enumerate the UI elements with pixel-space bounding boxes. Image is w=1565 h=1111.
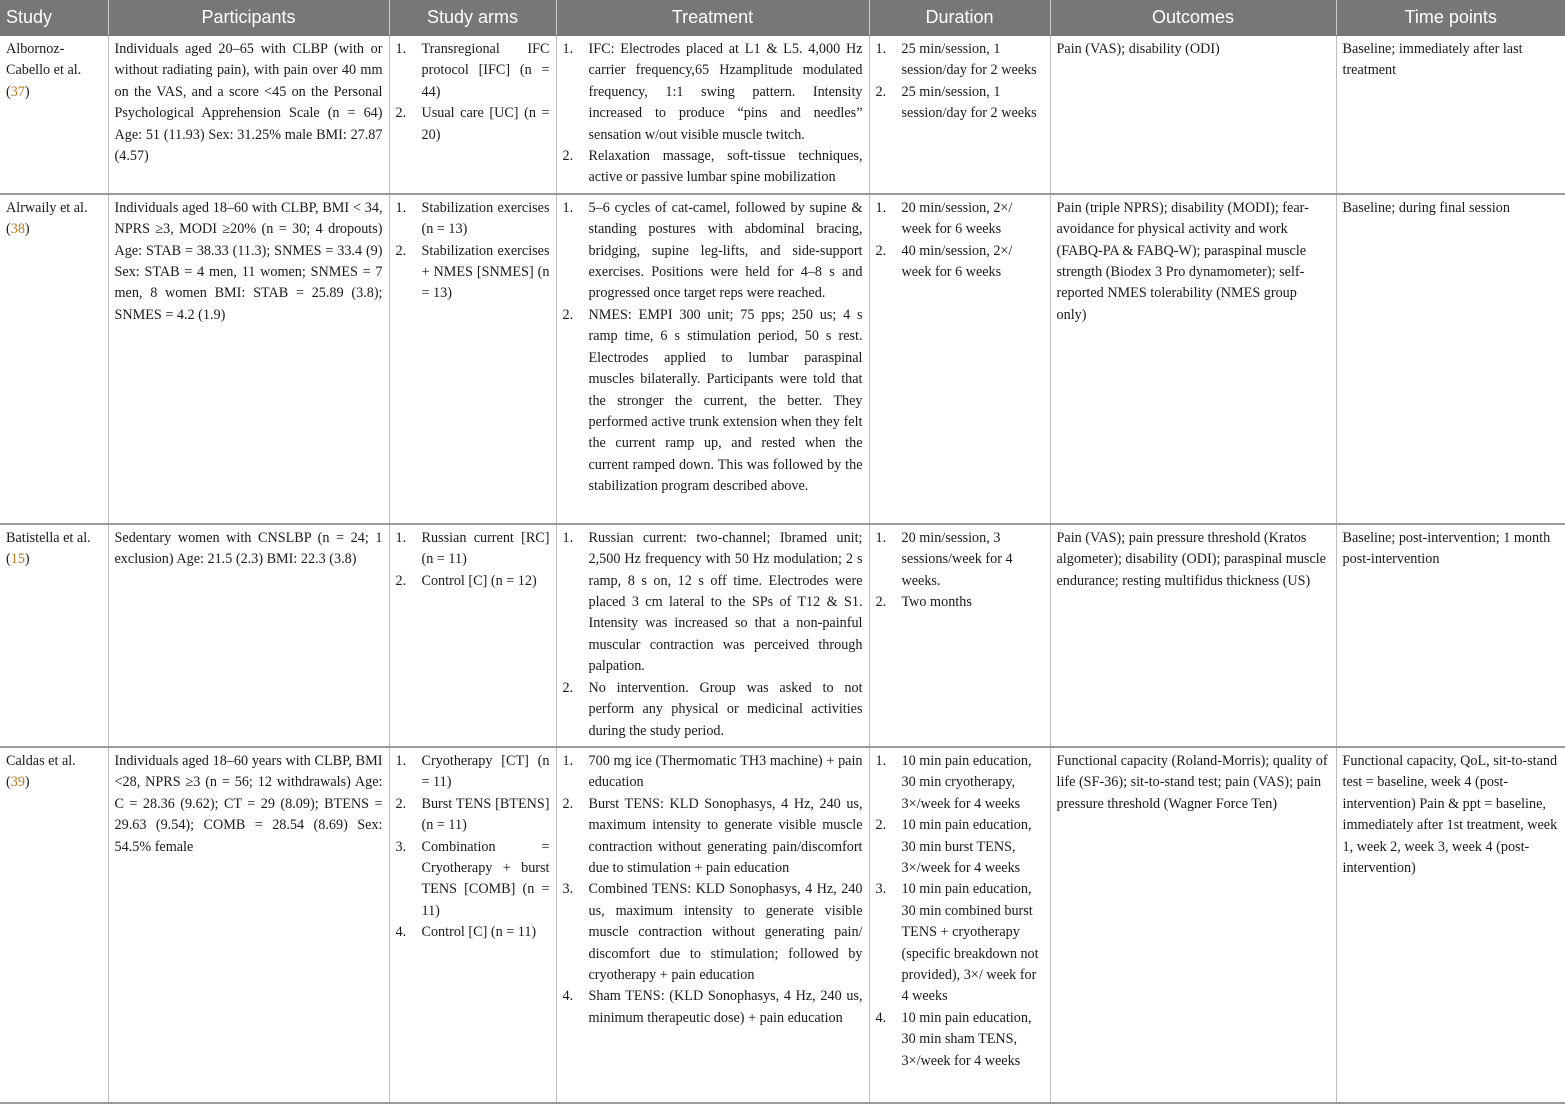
treatment-item: [563, 794, 863, 880]
duration-item: [876, 1008, 1044, 1072]
study-name: Batistella et al.: [6, 529, 91, 546]
study-arm-list: [396, 198, 550, 305]
list-number: 1.: [875, 529, 887, 546]
study-arm-item: [396, 922, 550, 943]
duration-text: 20 min/session, 3 sessions/week for 4 weeks.: [901, 529, 1013, 589]
study-arm-item: [396, 571, 550, 592]
reference-link[interactable]: 38: [10, 221, 25, 238]
list-number: 2.: [395, 105, 407, 122]
header-participants: Participants: [108, 0, 389, 36]
treatment-item: [563, 751, 863, 794]
study-arm-item: [396, 103, 550, 146]
cell-time-points: Baseline; post-intervention; 1 month post-intervention: [1336, 524, 1565, 747]
list-number: 2.: [875, 242, 887, 259]
cell-participants: Individuals aged 18–60 years with CLBP, BMI <28, NPRS ≥3 (n = 56; 12 withdrawals) Age: C = 28.36 (9.62); CT = 29 (8.09); BTENS = 29.63 (9.54); COMB = 28.54 (8.69) Sex: 54.5% female: [108, 747, 389, 1103]
list-number: 2.: [875, 817, 887, 834]
cell-outcomes: Functional capacity (Roland-Morris); quality of life (SF-36); sit-to-stand test; pain (VAS); pain pressure threshold (Wagner Force Ten): [1050, 747, 1336, 1103]
treatment-text: Combined TENS: KLD Sonophasys, 4 Hz, 240 us, maximum intensity to generate visible muscle contraction without generating pain/ discomfort due to stimulation; followed by cryotherapy + pain education: [588, 881, 863, 983]
treatment-item: [563, 39, 863, 146]
table-row: [0, 747, 1565, 1103]
study-arm-item: [396, 751, 550, 794]
reference-link[interactable]: 39: [10, 774, 25, 791]
study-arm-text: Transregional IFC protocol [IFC] (n = 44): [421, 41, 550, 100]
list-number: 1.: [875, 199, 887, 216]
cell-time-points: Baseline; during final session: [1336, 194, 1565, 524]
study-name: Albornoz-Cabello et al.: [6, 41, 82, 79]
list-number: 1.: [562, 199, 574, 216]
treatment-list: [563, 528, 863, 742]
table-row: [0, 524, 1565, 747]
cell-treatment: [556, 194, 869, 524]
list-number: 3.: [395, 838, 407, 855]
treatment-list: [563, 751, 863, 1029]
cell-outcomes: Pain (triple NPRS); disability (MODI); fear-avoidance for physical activity and work (FABQ-PA & FABQ-W); paraspinal muscle strength (Biodex 3 Pro dynamometer); self-reported NMES tolerability (NMES group only): [1050, 194, 1336, 524]
study-arm-text: Russian current [RC] (n = 11): [421, 529, 550, 568]
study-arm-text: Control [C] (n = 11): [421, 924, 537, 941]
header-duration: Duration: [869, 0, 1050, 36]
treatment-item: [563, 198, 863, 305]
duration-text: 20 min/session, 2×/ week for 6 weeks: [901, 199, 1013, 238]
treatment-item: [563, 986, 863, 1029]
treatment-text: Sham TENS: (KLD Sonophasys, 4 Hz, 240 us, minimum therapeutic dose) + pain education: [588, 988, 863, 1026]
cell-study-arms: [389, 747, 556, 1103]
table-row: [0, 36, 1565, 194]
list-number: 2.: [562, 679, 574, 696]
duration-text: 10 min pain education, 30 min combined burst TENS + cryotherapy (specific breakdown not provided), 3×/ week for 4 weeks: [901, 881, 1039, 1005]
duration-item: [876, 528, 1044, 592]
cell-study: Batistella et al. (15): [0, 524, 108, 747]
cell-duration: [869, 747, 1050, 1103]
cell-participants: Sedentary women with CNSLBP (n = 24; 1 exclusion) Age: 21.5 (2.3) BMI: 22.3 (3.8): [108, 524, 389, 747]
list-number: 1.: [875, 41, 887, 57]
treatment-list: [563, 198, 863, 498]
study-arm-list: [396, 528, 550, 592]
treatment-text: Relaxation massage, soft-tissue techniques, active or passive lumbar spine mobilization: [588, 148, 863, 186]
duration-text: 25 min/session, 1 session/day for 2 weeks: [901, 83, 1037, 122]
table-row: [0, 194, 1565, 524]
duration-item: [876, 241, 1044, 284]
list-number: 4.: [395, 924, 407, 941]
treatment-item: [563, 146, 863, 189]
cell-treatment: [556, 36, 869, 194]
duration-item: [876, 751, 1044, 815]
list-number: 2.: [562, 306, 574, 323]
cell-study-arms: [389, 524, 556, 747]
duration-text: 10 min pain education, 30 min cryotherapy, 3×/week for 4 weeks: [901, 752, 1032, 812]
study-arm-item: [396, 837, 550, 923]
cell-study: Alrwaily et al. (38): [0, 194, 108, 524]
cell-outcomes: Pain (VAS); disability (ODI): [1050, 36, 1336, 194]
treatment-text: 5–6 cycles of cat-camel, followed by supine & standing postures with abdominal bracing, bridging, supine leg-lifts, and side-support exercises. Positions were held for 4–8 s and progressed once target reps were reached.: [588, 199, 863, 302]
study-arm-item: [396, 794, 550, 837]
study-name: Alrwaily et al.: [6, 199, 88, 216]
treatment-text: Russian current: two-channel; Ibramed unit; 2,500 Hz frequency with 50 Hz modulation; 2 s ramp, 8 s on, 12 s off time. Electrodes were placed 3 cm lateral to the SPs of T12 & S1. Intensity was increased so that a non-painful muscular contraction was perceived through palpation.: [588, 529, 863, 675]
list-number: 1.: [562, 529, 574, 546]
list-number: 2.: [875, 594, 887, 611]
cell-outcomes: Pain (VAS); pain pressure threshold (Kratos algometer); disability (ODI); paraspinal muscle endurance; resting multifidus thickness (US): [1050, 524, 1336, 747]
cell-treatment: [556, 524, 869, 747]
list-number: 1.: [562, 752, 574, 769]
cell-study-arms: [389, 36, 556, 194]
cell-study-arms: [389, 194, 556, 524]
duration-list: [876, 39, 1044, 125]
list-number: 1.: [875, 752, 887, 769]
cell-time-points: Functional capacity, QoL, sit-to-stand test = baseline, week 4 (post-intervention) Pain & ppt = baseline, immediately after 1st treatment, week 1, week 2, week 3, week 4 (post-intervention): [1336, 747, 1565, 1103]
list-number: 2.: [562, 148, 574, 165]
duration-text: 25 min/session, 1 session/day for 2 weeks: [901, 41, 1037, 79]
treatment-item: [563, 305, 863, 498]
list-number: 1.: [395, 199, 407, 216]
cell-time-points: Baseline; immediately after last treatment: [1336, 36, 1565, 194]
reference-link[interactable]: 15: [10, 551, 25, 568]
study-arm-text: Usual care [UC] (n = 20): [421, 105, 550, 143]
list-number: 4.: [562, 988, 574, 1005]
list-number: 2.: [562, 795, 574, 812]
study-arm-text: Burst TENS [BTENS] (n = 11): [421, 795, 550, 834]
cell-participants: Individuals aged 18–60 with CLBP, BMI < 34, NPRS ≥3, MODI ≥20% (n = 30; 4 dropouts) Age: STAB = 38.33 (11.3); SNMES = 33.4 (9) Sex: STAB = 4 men, 11 women; SNMES = 7 men, 8 women BMI: STAB = 25.89 (3.8); SNMES = 4.2 (1.9): [108, 194, 389, 524]
reference-link[interactable]: 37: [10, 83, 25, 100]
study-arm-text: Control [C] (n = 12): [421, 572, 537, 589]
list-number: 1.: [395, 41, 407, 57]
list-number: 1.: [395, 752, 407, 769]
study-arm-list: [396, 751, 550, 944]
treatment-text: IFC: Electrodes placed at L1 & L5. 4,000 Hz carrier frequency,65 Hzamplitude modulated frequency, 1:1 swing pattern. Intensity increased to produce “pins and needles” sensation w/out visible muscle twitch.: [588, 41, 863, 143]
duration-item: [876, 879, 1044, 1007]
treatment-text: Burst TENS: KLD Sonophasys, 4 Hz, 240 us, maximum intensity to generate visible muscle contraction without generating pain/discomfort due to stimulation + pain education: [588, 795, 863, 876]
treatment-item: [563, 678, 863, 742]
list-number: 2.: [395, 795, 407, 812]
duration-text: Two months: [901, 594, 972, 611]
list-number: 2.: [875, 83, 887, 100]
duration-text: 10 min pain education, 30 min sham TENS, 3×/week for 4 weeks: [901, 1009, 1032, 1069]
list-number: 4.: [875, 1009, 887, 1026]
study-arm-text: Cryotherapy [CT] (n = 11): [421, 752, 550, 791]
cell-study: Albornoz-Cabello et al. (37): [0, 36, 108, 194]
header-time-points: Time points: [1336, 0, 1565, 36]
list-number: 2.: [395, 242, 407, 259]
duration-list: [876, 528, 1044, 614]
treatment-list: [563, 39, 863, 189]
header-outcomes: Outcomes: [1050, 0, 1336, 36]
header-row: [0, 0, 1565, 36]
duration-list: [876, 198, 1044, 284]
cell-duration: [869, 194, 1050, 524]
study-arm-list: [396, 39, 550, 146]
header-treatment: Treatment: [556, 0, 869, 36]
cell-treatment: [556, 747, 869, 1103]
study-name: Caldas et al.: [6, 752, 76, 769]
duration-item: [876, 82, 1044, 125]
cell-participants: Individuals aged 20–65 with CLBP (with or without radiating pain), with pain over 40 mm on the VAS, and a score <45 on the Personal Psychological Apprehension Scale (n = 64) Age: 51 (11.93) Sex: 31.25% male BMI: 27.87 (4.57): [108, 36, 389, 194]
treatment-text: No intervention. Group was asked to not perform any physical or medicinal activities during the study period.: [588, 679, 863, 739]
duration-item: [876, 815, 1044, 879]
study-arm-item: [396, 241, 550, 305]
duration-item: [876, 39, 1044, 82]
list-number: 2.: [395, 572, 407, 589]
study-arm-text: Stabilization exercises + NMES [SNMES] (n = 13): [421, 242, 550, 302]
duration-text: 10 min pain education, 30 min burst TENS, 3×/week for 4 weeks: [901, 817, 1032, 876]
list-number: 1.: [395, 529, 407, 546]
list-number: 3.: [562, 881, 574, 898]
treatment-text: NMES: EMPI 300 unit; 75 pps; 250 us; 4 s ramp time, 6 s stimulation period, 50 s rest. Electrodes applied to lumbar paraspinal muscles bilaterally. Participants were told that the stronger the current, the better. They performed active trunk extension when they felt the current ramp up, and rested when the current ramped down. This was followed by the stabilization program described above.: [588, 306, 863, 495]
treatment-item: [563, 879, 863, 986]
duration-item: [876, 198, 1044, 241]
study-arm-text: Stabilization exercises (n = 13): [421, 199, 550, 238]
cell-study: Caldas et al. (39): [0, 747, 108, 1103]
study-arm-item: [396, 198, 550, 241]
list-number: 1.: [562, 41, 574, 57]
duration-item: [876, 592, 1044, 613]
treatment-item: [563, 528, 863, 678]
header-study: Study: [0, 0, 108, 36]
header-study-arms: Study arms: [389, 0, 556, 36]
study-arm-text: Combination = Cryotherapy + burst TENS [COMB] (n = 11): [421, 838, 550, 919]
cell-duration: [869, 524, 1050, 747]
treatment-text: 700 mg ice (Thermomatic TH3 machine) + pain education: [588, 752, 863, 791]
study-arm-item: [396, 39, 550, 103]
cell-duration: [869, 36, 1050, 194]
duration-text: 40 min/session, 2×/ week for 6 weeks: [901, 242, 1013, 281]
duration-list: [876, 751, 1044, 1072]
list-number: 3.: [875, 881, 887, 898]
study-arm-item: [396, 528, 550, 571]
